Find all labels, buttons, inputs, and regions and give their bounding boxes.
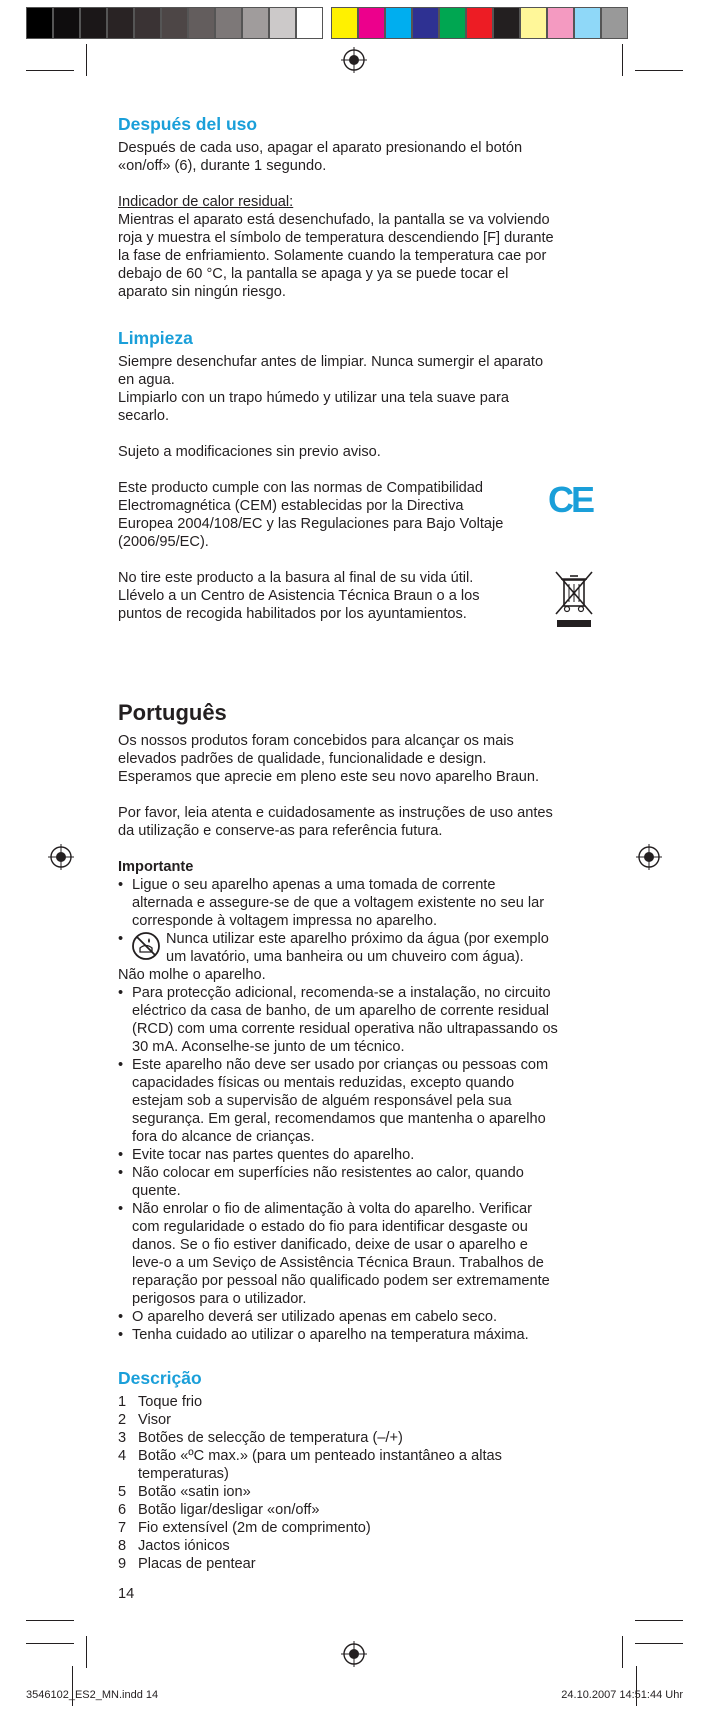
section-heading: Después del uso: [118, 114, 258, 134]
paragraph-line: debajo de 60 °C, la pantalla se apaga y ya se puede tocar el: [118, 266, 509, 282]
color-swatch: [439, 7, 466, 39]
paragraph-line: Electromagnética (CEM) establecidas por la Directiva: [118, 498, 464, 514]
color-swatch-group: [331, 7, 628, 39]
no-water-icon: [132, 930, 162, 962]
list-item-line: (RCD) com uma corrente residual operativa não ultrapassando os: [132, 1021, 558, 1037]
paragraph-line: Por favor, leia atenta e cuidadosamente as instruções de uso antes: [118, 805, 553, 821]
list-item-line: com regularidade o estado do fio para identificar desgaste ou: [132, 1219, 528, 1235]
grey-swatch: [242, 7, 269, 39]
paragraph-line: elevados padrões de qualidade, funcionalidade e design.: [118, 751, 487, 767]
list-item-line: • Ligue o seu aparelho apenas a uma tomada de corrente: [132, 877, 496, 893]
grey-swatch: [80, 7, 107, 39]
indicator-title: Indicador de calor residual:: [118, 194, 294, 210]
item-text: Placas de pentear: [138, 1556, 256, 1572]
crop-mark: [635, 70, 683, 71]
paragraph-line: en agua.: [118, 372, 175, 388]
crop-mark: [26, 1643, 74, 1644]
color-swatch: [466, 7, 493, 39]
language-heading: Português: [118, 700, 227, 725]
list-item-line: leve-o a um Seviço de Assistência Técnica Braun. Trabalhos de: [132, 1255, 544, 1271]
item-number: 8: [118, 1538, 127, 1554]
crop-mark: [635, 1643, 683, 1644]
paragraph-line: Mientras el aparato está desenchufado, la pantalla se va volviendo: [118, 212, 550, 228]
section-despues-del-uso: [118, 115, 596, 301]
ce-mark-icon: CE: [548, 479, 593, 520]
page-number: 14: [118, 1586, 135, 1602]
crop-mark: [622, 44, 623, 76]
color-swatch: [358, 7, 385, 39]
paragraph-line: Limpiarlo con un trapo húmedo y utilizar una tela suave para: [118, 390, 510, 406]
list-item-line: • Nunca utilizar este aparelho próximo da água (por exemplo: [166, 931, 549, 947]
paragraph-line: Este producto cumple con las normas de Compatibilidad: [118, 480, 484, 496]
list-item: [118, 876, 596, 930]
list-item-line: capacidades físicas ou mentais reduzidas, excepto quando: [132, 1075, 515, 1091]
list-item: [118, 1447, 596, 1483]
list-item: [118, 1146, 596, 1164]
crop-mark: [622, 1636, 623, 1668]
grey-swatch: [269, 7, 296, 39]
list-item: [118, 1411, 596, 1429]
crop-mark: [86, 44, 87, 76]
footer-file-name: 3546102_ES2_MN.indd 14: [26, 1689, 159, 1701]
color-swatch: [493, 7, 520, 39]
paragraph-line: aparato sin ningún riesgo.: [118, 284, 286, 300]
list-item: [118, 1326, 596, 1344]
list-item: [118, 1537, 596, 1555]
grey-swatch: [161, 7, 188, 39]
grey-swatch: [26, 7, 53, 39]
list-item: [118, 1164, 596, 1200]
list-item-line: perigosos para o utilizador.: [132, 1291, 307, 1307]
list-item: [118, 1393, 596, 1411]
item-text: temperaturas): [138, 1466, 229, 1482]
list-item-line: segurança. Em geral, recomendamos que mantenha o aparelho: [132, 1111, 546, 1127]
registration-mark-icon: [341, 47, 367, 73]
paragraph-line: puntos de recogida habilitados por los ayuntamientos.: [118, 606, 467, 622]
paragraph-line: Después de cada uso, apagar el aparato presionando el botón: [118, 140, 523, 156]
item-number: 5: [118, 1484, 127, 1500]
list-item-line: fora do alcance de crianças.: [132, 1129, 315, 1145]
color-swatch: [574, 7, 601, 39]
crop-mark: [26, 1620, 74, 1621]
list-item-line: um lavatório, uma banheira ou um chuveiro com água).: [166, 949, 524, 965]
section-heading: Descrição: [118, 1368, 202, 1388]
crop-mark: [635, 1620, 683, 1621]
list-item-line: • Não colocar em superfícies não resistentes ao calor, quando: [132, 1165, 524, 1181]
list-item-line: quente.: [132, 1183, 181, 1199]
item-text: Fio extensível (2m de comprimento): [138, 1520, 371, 1536]
item-number: 1: [118, 1394, 127, 1410]
paragraph-line: Os nossos produtos foram concebidos para alcançar os mais: [118, 733, 514, 749]
paragraph-line: Llévelo a un Centro de Asistencia Técnica Braun o a los: [118, 588, 480, 604]
registration-mark-icon: [636, 844, 662, 870]
list-item-line: • Este aparelho não deve ser usado por crianças ou pessoas com: [132, 1057, 549, 1073]
registration-mark-icon: [48, 844, 74, 870]
item-text: Botão «satin ion»: [138, 1484, 251, 1500]
section-portugues: [118, 700, 596, 1344]
safety-list: [118, 876, 596, 1344]
list-item: [118, 1429, 596, 1447]
color-swatch: [385, 7, 412, 39]
paragraph-line: Europea 2004/108/EC y las Regulaciones para Bajo Voltaje: [118, 516, 504, 532]
item-text: Jactos iónicos: [138, 1538, 230, 1554]
parts-list: [118, 1393, 596, 1573]
paragraph-line: da utilização e conserve-as para referência futura.: [118, 823, 443, 839]
list-item-line: • Para protecção adicional, recomenda-se a instalação, no circuito: [132, 985, 551, 1001]
paragraph-line: Sujeto a modificaciones sin previo aviso.: [118, 444, 381, 460]
color-swatch: [520, 7, 547, 39]
list-item: [118, 1501, 596, 1519]
registration-mark-icon: [341, 1641, 367, 1667]
list-item-line: danos. Se o fio estiver danificado, deixe de usar o aparelho e: [132, 1237, 528, 1253]
list-item: [118, 930, 596, 984]
color-calibration-bar: [26, 7, 628, 39]
section-descricao: [118, 1369, 596, 1573]
list-item-line: alternada e assegure-se de que a voltagem existente no seu lar: [132, 895, 545, 911]
grey-swatch: [134, 7, 161, 39]
list-item: [118, 1056, 596, 1146]
list-item: [118, 1200, 596, 1308]
grey-swatch: [107, 7, 134, 39]
paragraph-line: la fase de enfriamiento. Solamente cuando la temperatura cae por: [118, 248, 547, 264]
list-item-line: reparação por pessoal não qualificado podem ser extremamente: [132, 1273, 550, 1289]
paragraph-line: «on/off» (6), durante 1 segundo.: [118, 158, 327, 174]
item-number: 7: [118, 1520, 127, 1536]
grey-swatch: [296, 7, 323, 39]
color-swatch: [601, 7, 628, 39]
paragraph-line: (2006/95/EC).: [118, 534, 209, 550]
crop-mark: [86, 1636, 87, 1668]
grey-swatch-group: [26, 7, 323, 39]
item-text: Botão «ºC max.» (para um penteado instantâneo a altas: [138, 1448, 502, 1464]
list-item: [118, 984, 596, 1056]
section-heading: Limpieza: [118, 328, 193, 348]
item-text: Toque frio: [138, 1394, 203, 1410]
grey-swatch: [53, 7, 80, 39]
paragraph-line: No tire este producto a la basura al final de su vida útil.: [118, 570, 474, 586]
list-item: [118, 1555, 596, 1573]
list-item-line: 30 mA. Aconselhe-se junto de um técnico.: [132, 1039, 405, 1055]
paragraph-line: Siempre desenchufar antes de limpiar. Nunca sumergir el aparato: [118, 354, 544, 370]
grey-swatch: [215, 7, 242, 39]
important-label: Importante: [118, 859, 194, 875]
list-item: [118, 1483, 596, 1501]
crop-mark: [26, 70, 74, 71]
section-limpieza: [118, 329, 596, 623]
color-swatch: [331, 7, 358, 39]
list-item-line: corresponde à voltagem impressa no aparelho.: [132, 913, 438, 929]
footer-timestamp: 24.10.2007 14:51:44 Uhr: [561, 1689, 683, 1701]
item-number: 9: [118, 1556, 127, 1572]
list-item-line: • Não enrolar o fio de alimentação à volta do aparelho. Verificar: [132, 1201, 532, 1217]
list-item-line: • Evite tocar nas partes quentes do aparelho.: [132, 1147, 415, 1163]
list-item-line: eléctrico da casa de banho, de um aparelho de corrente residual: [132, 1003, 549, 1019]
paragraph-line: Esperamos que aprecie em pleno este seu novo aparelho Braun.: [118, 769, 540, 785]
crossed-out-bin-icon: [552, 570, 596, 630]
color-swatch: [547, 7, 574, 39]
list-item: [118, 1519, 596, 1537]
grey-swatch: [188, 7, 215, 39]
list-item-line: Não molhe o aparelho.: [118, 967, 266, 983]
list-item: [118, 1308, 596, 1326]
list-item-line: • Tenha cuidado ao utilizar o aparelho na temperatura máxima.: [132, 1327, 529, 1343]
item-text: Botão ligar/desligar «on/off»: [138, 1502, 320, 1518]
item-number: 3: [118, 1430, 127, 1446]
item-number: 6: [118, 1502, 127, 1518]
item-text: Visor: [138, 1412, 171, 1428]
item-number: 4: [118, 1448, 127, 1464]
paragraph-line: roja y muestra el símbolo de temperatura descendiendo [F] durante: [118, 230, 554, 246]
color-swatch: [412, 7, 439, 39]
list-item-line: • O aparelho deverá ser utilizado apenas em cabelo seco.: [132, 1309, 498, 1325]
paragraph-line: secarlo.: [118, 408, 170, 424]
item-text: Botões de selecção de temperatura (–/+): [138, 1430, 403, 1446]
list-item-line: estejam sob a supervisão de alguém responsável pela sua: [132, 1093, 512, 1109]
item-number: 2: [118, 1412, 127, 1428]
